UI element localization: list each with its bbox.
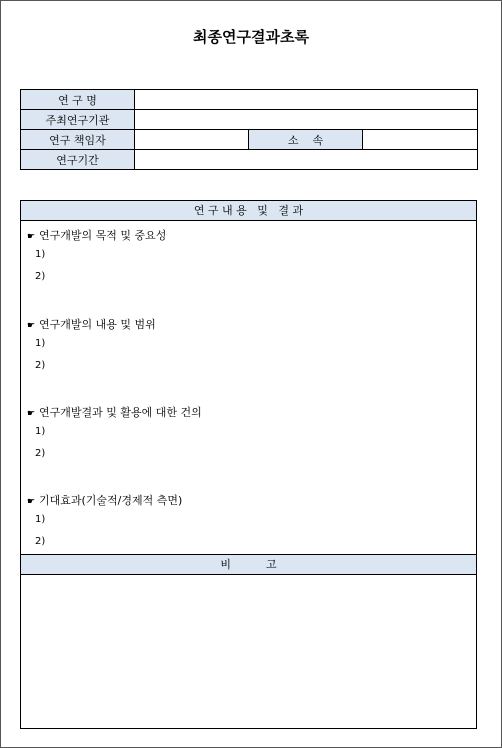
list-item[interactable]: 1) xyxy=(35,249,46,260)
section-title: 연구개발의 목적 및 중요성 xyxy=(39,229,167,242)
pointing-hand-icon: ☛ xyxy=(27,409,36,419)
host-institution-field[interactable] xyxy=(135,110,478,130)
pointing-hand-icon: ☛ xyxy=(27,232,36,242)
host-institution-label: 주최연구기관 xyxy=(21,110,135,130)
list-item[interactable]: 1) xyxy=(35,426,46,437)
pointing-hand-icon: ☛ xyxy=(27,321,36,331)
lead-researcher-field[interactable] xyxy=(135,130,249,150)
results-box xyxy=(20,200,477,729)
research-name-label: 연 구 명 xyxy=(21,90,135,110)
research-name-field[interactable] xyxy=(135,90,478,110)
remarks-header: 비 고 xyxy=(21,554,476,575)
research-period-field[interactable] xyxy=(135,150,478,170)
list-item[interactable]: 2) xyxy=(35,536,46,547)
remarks-field[interactable] xyxy=(21,575,476,728)
lead-researcher-label: 연구 책임자 xyxy=(21,130,135,150)
affiliation-field[interactable] xyxy=(363,130,478,150)
list-item[interactable]: 2) xyxy=(35,360,46,371)
page-title: 최종연구결과초록 xyxy=(193,28,309,46)
research-period-label: 연구기간 xyxy=(21,150,135,170)
section-purpose xyxy=(27,227,166,243)
section-results xyxy=(27,404,202,420)
list-item[interactable]: 2) xyxy=(35,448,46,459)
section-expected-effects xyxy=(27,492,182,508)
list-item[interactable]: 1) xyxy=(35,514,46,525)
list-item[interactable]: 1) xyxy=(35,338,46,349)
pointing-hand-icon: ☛ xyxy=(27,497,36,507)
section-title: 연구개발의 내용 및 범위 xyxy=(39,318,156,331)
section-content xyxy=(27,316,156,332)
results-header: 연 구 내 용 및 결 과 xyxy=(21,201,476,221)
info-table xyxy=(20,89,478,170)
section-title: 기대효과(기술적/경제적 측면) xyxy=(39,494,183,507)
section-title: 연구개발결과 및 활용에 대한 건의 xyxy=(39,406,202,419)
affiliation-label: 소 속 xyxy=(249,130,363,150)
list-item[interactable]: 2) xyxy=(35,271,46,282)
